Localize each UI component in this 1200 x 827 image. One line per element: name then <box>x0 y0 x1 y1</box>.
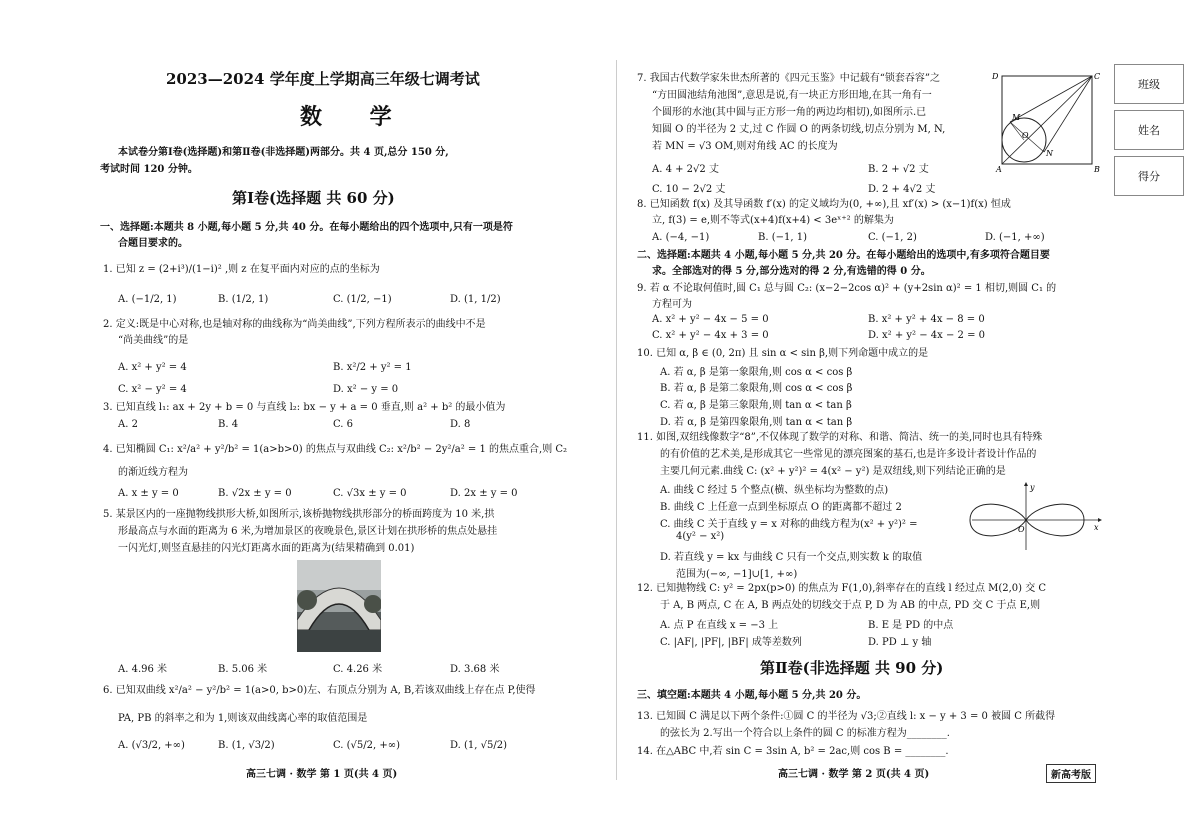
q3-option-c: C. 6 <box>333 419 354 430</box>
q5-option-b: B. 5.06 米 <box>218 664 268 675</box>
fig11-label-x: x <box>1094 523 1099 532</box>
sidebar-class-box <box>1114 64 1184 104</box>
q11-option-d-1: D. 若直线 y = kx 与曲线 C 只有一个交点,则实数 k 的取值 <box>660 552 923 563</box>
q13-line-2: 的弦长为 2.写出一个符合以上条件的圆 C 的标准方程为________. <box>660 728 950 739</box>
q8-option-d: D. (−1, +∞) <box>985 232 1045 243</box>
q1-option-d: D. (1, 1/2) <box>450 294 501 305</box>
q10-option-a: A. 若 α, β 是第一象限角,则 cos α < cos β <box>660 367 853 378</box>
sidebar-score-label: 得分 <box>1138 170 1160 183</box>
part2-title: 第Ⅱ卷(非选择题 共 90 分) <box>760 659 944 677</box>
q7-line-3: 个圆形的水池(其中圆与正方形一角的两边均相切),如图所示.已 <box>652 107 927 118</box>
q4-option-d: D. 2x ± y = 0 <box>450 488 518 499</box>
q9-option-a: A. x² + y² − 4x − 5 = 0 <box>652 314 769 325</box>
q2-option-b: B. x²/2 + y² = 1 <box>333 362 412 373</box>
q12-line-1: 12. 已知抛物线 C: y² = 2px(p>0) 的焦点为 F(1,0),斜率存在的直线 l 经过点 M(2,0) 交 C <box>637 583 1047 594</box>
intro-line-1: 本试卷分第Ⅰ卷(选择题)和第Ⅱ卷(非选择题)两部分。共 4 页,总分 150 分, <box>118 147 449 158</box>
q7-square-circle-figure <box>990 70 1102 174</box>
q2-stem-1: 2. 定义:既是中心对称,也是轴对称的曲线称为“尚美曲线”,下列方程所表示的曲线中不是 <box>103 319 486 330</box>
fig7-label-m: M <box>1012 113 1021 122</box>
fig7-label-n: N <box>1046 149 1053 158</box>
footer-left: 高三七调 · 数学 第 1 页(共 4 页) <box>246 769 398 780</box>
q1-option-a: A. (−1/2, 1) <box>118 294 177 305</box>
section2-line-2: 求。全部选对的得 5 分,部分选对的得 2 分,有选错的得 0 分。 <box>652 266 931 277</box>
q5-stem-1: 5. 某景区内的一座抛物线拱形大桥,如图所示,该桥抛物线拱形部分的桥面跨度为 10 米,拱 <box>103 509 495 520</box>
bridge-photo <box>297 560 381 652</box>
q11-line-1: 11. 如图,双纽线像数字“8”,不仅体现了数学的对称、和谐、简洁、统一的美,同时也具有特殊 <box>637 432 1043 443</box>
q11-lemniscate-figure <box>968 480 1104 552</box>
q6-option-c: C. (√5/2, +∞) <box>333 740 400 751</box>
q9-option-d: D. x² + y² − 4x − 2 = 0 <box>868 330 985 341</box>
q2-stem-2: “尚美曲线”的是 <box>118 335 189 346</box>
q7-line-1: 7. 我国古代数学家朱世杰所著的《四元玉鉴》中记载有“锁套吞容”之 <box>637 73 940 84</box>
q8-option-c: C. (−1, 2) <box>868 232 917 243</box>
q2-option-d: D. x² − y = 0 <box>333 384 399 395</box>
section1-line-2: 合题目要求的。 <box>118 238 188 249</box>
section3-line: 三、填空题:本题共 4 小题,每小题 5 分,共 20 分。 <box>637 690 867 701</box>
q11-option-c-1: C. 曲线 C 关于直线 y = x 对称的曲线方程为(x² + y²)² = <box>660 519 918 530</box>
subject-title: 数 学 <box>300 104 412 130</box>
q3-option-d: D. 8 <box>450 419 471 430</box>
q9-line-2: 方程可为 <box>652 299 692 310</box>
q7-line-4: 知圆 O 的半径为 2 丈,过 C 作圆 O 的两条切线,切点分别为 M, N, <box>652 124 946 135</box>
q7-line-2: “方田圆池结角池图”,意思是说,有一块正方形田地,在其一角有一 <box>652 90 932 101</box>
q7-option-d: D. 2 + 4√2 丈 <box>868 184 936 195</box>
intro-line-2: 考试时间 120 分钟。 <box>100 164 198 175</box>
q5-option-d: D. 3.68 米 <box>450 664 500 675</box>
q4-option-c: C. √3x ± y = 0 <box>333 488 407 499</box>
q9-option-c: C. x² + y² − 4x + 3 = 0 <box>652 330 769 341</box>
q4-option-b: B. √2x ± y = 0 <box>218 488 292 499</box>
q12-line-2: 于 A, B 两点, C 在 A, B 两点处的切线交于点 P, D 为 AB 的中点, PD 交 C 于点 E,则 <box>660 600 1041 611</box>
fig11-label-o: O <box>1018 525 1025 534</box>
q10-option-d: D. 若 α, β 是第四象限角,则 tan α < tan β <box>660 417 853 428</box>
q7-line-5: 若 MN = √3 OM,则对角线 AC 的长度为 <box>652 141 838 152</box>
q3-option-b: B. 4 <box>218 419 239 430</box>
sidebar-class-label: 班级 <box>1138 78 1160 91</box>
q4-stem-1: 4. 已知椭圆 C₁: x²/a² + y²/b² = 1(a>b>0) 的焦点与双曲线 C₂: x²/b² − 2y²/a² = 1 的焦点重合,则 C₂ <box>103 444 568 455</box>
q12-option-b: B. E 是 PD 的中点 <box>868 620 954 631</box>
q7-option-b: B. 2 + √2 丈 <box>868 164 929 175</box>
q1-option-b: B. (1/2, 1) <box>218 294 269 305</box>
q5-option-c: C. 4.26 米 <box>333 664 383 675</box>
q8-line-1: 8. 已知函数 f(x) 及其导函数 f′(x) 的定义域均为(0, +∞),且 xf′(x) > (x−1)f(x) 恒成 <box>637 199 1011 210</box>
q5-stem-3: 一闪光灯,则竖直悬挂的闪光灯距离水面的距离为(结果精确到 0.01) <box>118 543 415 554</box>
fig7-label-o: O <box>1022 131 1029 140</box>
q6-stem-1: 6. 已知双曲线 x²/a² − y²/b² = 1(a>0, b>0)左、右顶点分别为 A, B,若该双曲线上存在点 P,使得 <box>103 685 536 696</box>
q9-option-b: B. x² + y² + 4x − 8 = 0 <box>868 314 985 325</box>
section2-line-1: 二、选择题:本题共 4 小题,每小题 5 分,共 20 分。在每小题给出的选项中,有多项符合题目要 <box>637 250 1050 261</box>
exam-title: 2023—2024 学年度上学期高三年级七调考试 <box>166 70 480 88</box>
q11-line-3: 主要几何元素.曲线 C: (x² + y²)² = 4(x² − y²) 是双纽线,则下列结论正确的是 <box>660 466 1006 477</box>
q8-line-2: 立, f(3) = e,则不等式(x+4)f(x+4) < 3eˣ⁺² 的解集为 <box>652 215 894 226</box>
q1-stem: 1. 已知 z = (2+i³)/(1−i)² ,则 z 在复平面内对应的点的坐标为 <box>103 264 380 275</box>
sidebar-name-label: 姓名 <box>1138 124 1160 137</box>
q8-option-a: A. (−4, −1) <box>652 232 710 243</box>
q2-option-a: A. x² + y² = 4 <box>118 362 187 373</box>
fig7-label-d: D <box>992 72 999 81</box>
section1-line-1: 一、选择题:本题共 8 小题,每小题 5 分,共 40 分。在每小题给出的四个选项中,只有一项是符 <box>100 222 513 233</box>
q4-option-a: A. x ± y = 0 <box>118 488 179 499</box>
q10-option-b: B. 若 α, β 是第二象限角,则 cos α < cos β <box>660 383 853 394</box>
q13-line-1: 13. 已知圆 C 满足以下两个条件:①圆 C 的半径为 √3;②直线 l: x − y + 3 = 0 被圆 C 所截得 <box>637 711 1056 722</box>
q3-stem: 3. 已知直线 l₁: ax + 2y + b = 0 与直线 l₂: bx − y + a = 0 垂直,则 a² + b² 的最小值为 <box>103 402 506 413</box>
q6-option-b: B. (1, √3/2) <box>218 740 275 751</box>
q1-option-c: C. (1/2, −1) <box>333 294 392 305</box>
q2-option-c: C. x² − y² = 4 <box>118 384 187 395</box>
q6-stem-2: PA, PB 的斜率之和为 1,则该双曲线离心率的取值范围是 <box>118 713 368 724</box>
fig7-label-b: B <box>1094 165 1100 174</box>
fig7-label-c: C <box>1094 72 1101 81</box>
q10-option-c: C. 若 α, β 是第三象限角,则 tan α < tan β <box>660 400 852 411</box>
q3-option-a: A. 2 <box>118 419 138 430</box>
q9-line-1: 9. 若 α 不论取何值时,圆 C₁ 总与圆 C₂: (x−2−2cos α)² + (y+2sin α)² = 1 相切,则圆 C₁ 的 <box>637 283 1057 294</box>
q12-option-c: C. |AF|, |PF|, |BF| 成等差数列 <box>660 637 802 648</box>
footer-right: 高三七调 · 数学 第 2 页(共 4 页) <box>778 769 930 780</box>
q5-stem-2: 形最高点与水面的距离为 6 米,为增加景区的夜晚景色,景区计划在拱形桥的焦点处悬挂 <box>118 526 498 537</box>
q4-stem-2: 的渐近线方程为 <box>118 467 188 478</box>
edition-badge: 新高考版 <box>1046 764 1096 783</box>
q14-line-1: 14. 在△ABC 中,若 sin C = 3sin A, b² = 2ac,则 cos B = ________. <box>637 746 949 757</box>
q11-option-a: A. 曲线 C 经过 5 个整点(横、纵坐标均为整数的点) <box>660 485 889 496</box>
q5-option-a: A. 4.96 米 <box>118 664 168 675</box>
fig7-label-a: A <box>996 165 1002 174</box>
sidebar-name-box <box>1114 110 1184 150</box>
sidebar-score-box <box>1114 156 1184 196</box>
q12-option-a: A. 点 P 在直线 x = −3 上 <box>660 620 779 631</box>
q6-option-d: D. (1, √5/2) <box>450 740 508 751</box>
part1-title: 第Ⅰ卷(选择题 共 60 分) <box>232 189 395 207</box>
q11-option-c-2: 4(y² − x²) <box>676 531 725 542</box>
q12-option-d: D. PD ⊥ y 轴 <box>868 637 932 648</box>
fig11-label-y: y <box>1030 483 1035 492</box>
q10-line-1: 10. 已知 α, β ∈ (0, 2π) 且 sin α < sin β,则下列命题中成立的是 <box>637 348 929 359</box>
q7-option-a: A. 4 + 2√2 丈 <box>652 164 719 175</box>
q11-option-d-2: 范围为(−∞, −1]∪[1, +∞) <box>676 569 798 580</box>
q8-option-b: B. (−1, 1) <box>758 232 807 243</box>
page-divider <box>616 60 617 780</box>
q11-option-b: B. 曲线 C 上任意一点到坐标原点 O 的距离都不超过 2 <box>660 502 902 513</box>
q7-option-c: C. 10 − 2√2 丈 <box>652 184 726 195</box>
q6-option-a: A. (√3/2, +∞) <box>118 740 185 751</box>
q11-line-2: 的有价值的艺术美,是形成其它一些常见的漂亮图案的基石,也是许多设计者设计作品的 <box>660 449 1037 460</box>
